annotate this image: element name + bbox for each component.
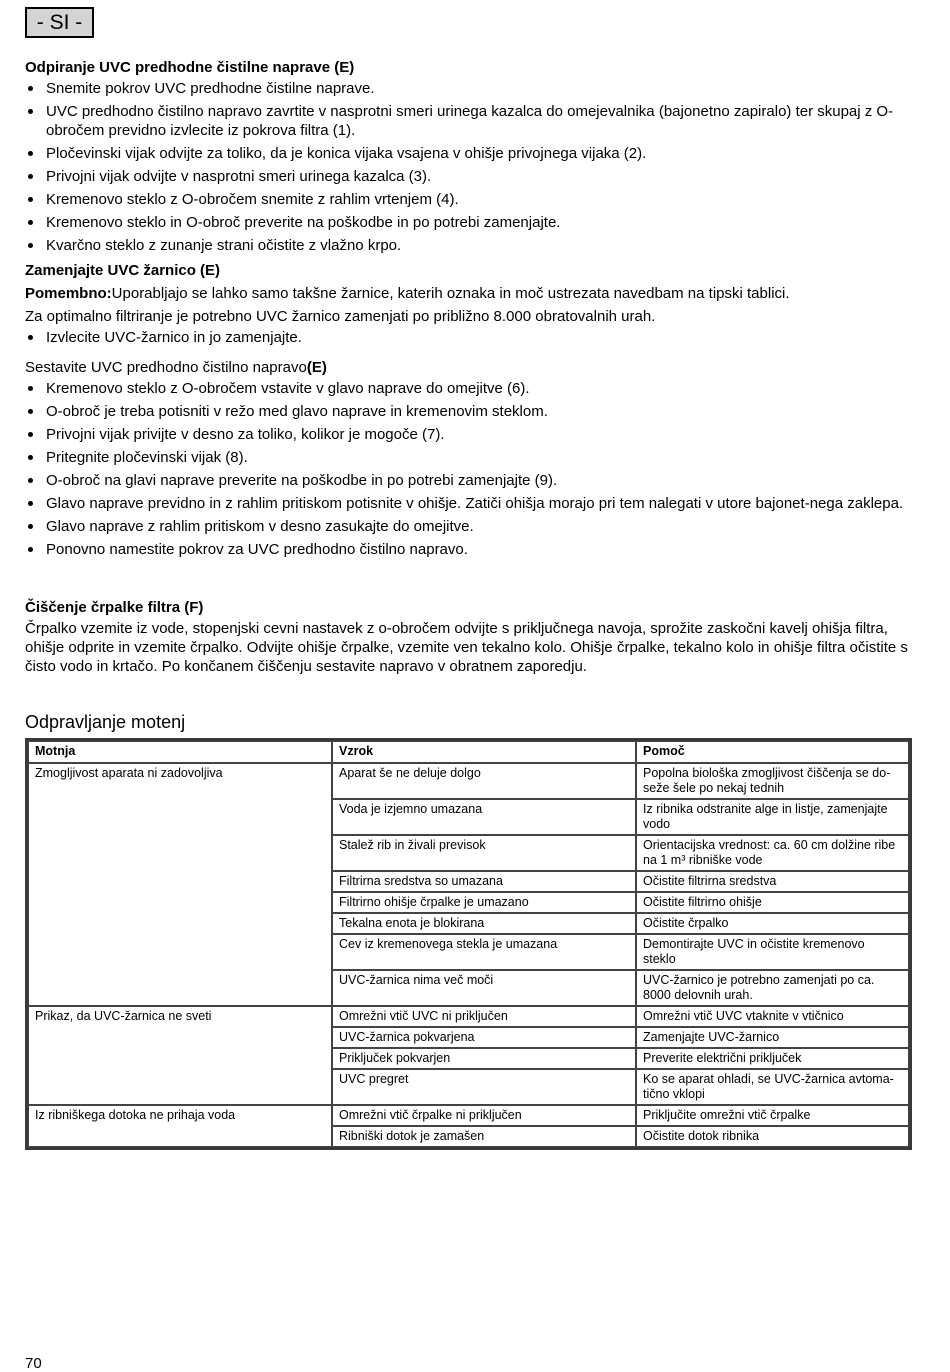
cause-cell: Filtrirno ohišje črpalke je umazano: [332, 892, 636, 913]
list-item: Snemite pokrov UVC predhodne čistilne naprave.: [25, 79, 913, 98]
replace-interval-note: Za optimalno filtriranje je potrebno UVC žarnico zamenjati po približno 8.000 obratovalnih urah.: [25, 308, 656, 325]
list-item: Glavo naprave previdno in z rahlim pritiskom potisnite v ohišje. Zatiči ohišja morajo pri tem nalegati v utore bajonet-nega zaklepa.: [25, 494, 913, 513]
page-number: 70: [25, 1355, 42, 1372]
table-row: [28, 763, 909, 799]
section-title-bold: (E): [306, 359, 327, 376]
remedy-cell: Demontirajte UVC in očistite kremenovo steklo: [636, 934, 909, 970]
list-item: O-obroč je treba potisniti v režo med glavo naprave in kremenovim steklom.: [25, 402, 913, 421]
cause-cell: UVC pregret: [332, 1069, 636, 1105]
language-tag: - SI -: [25, 7, 94, 38]
cause-cell: Omrežni vtič UVC ni priključen: [332, 1006, 636, 1027]
manual-content: [25, 56, 913, 1150]
cause-cell: Tekalna enota je blokirana: [332, 913, 636, 934]
remedy-cell: Popolna biološka zmogljivost čiščenja se do-seže šele po nekaj tednih: [636, 763, 909, 799]
remedy-cell: Iz ribnika odstranite alge in listje, zamenjajte vodo: [636, 799, 909, 835]
table-row: [28, 1105, 909, 1126]
list-item: Privojni vijak privijte v desno za toliko, kolikor je mogoče (7).: [25, 425, 913, 444]
list-item: Pločevinski vijak odvijte za toliko, da je konica vijaka vsajena v ohišje privojnega vijaka (2).: [25, 144, 913, 163]
cause-cell: Omrežni vtič črpalke ni priključen: [332, 1105, 636, 1126]
remedy-cell: Očistite črpalko: [636, 913, 909, 934]
important-label: Pomembno:: [25, 285, 112, 302]
remedy-cell: Preverite električni priključek: [636, 1048, 909, 1069]
list-item: Glavo naprave z rahlim pritiskom v desno zasukajte do omejitve.: [25, 517, 913, 536]
cause-cell: Ribniški dotok je zamašen: [332, 1126, 636, 1147]
cause-cell: UVC-žarnica pokvarjena: [332, 1027, 636, 1048]
list-item: Kremenovo steklo z O-obročem vstavite v glavo naprave do omejitve (6).: [25, 379, 913, 398]
troubleshooting-table-body: [28, 763, 909, 1147]
remedy-cell: Zamenjajte UVC-žarnico: [636, 1027, 909, 1048]
table-row: [28, 1006, 909, 1027]
list-item: Kremenovo steklo z O-obročem snemite z rahlim vrtenjem (4).: [25, 190, 913, 209]
section-title: Čiščenje črpalke filtra (F): [25, 599, 204, 616]
section-pump-cleaning: [25, 596, 913, 676]
troubleshooting-title: Odpravljanje motenj: [25, 712, 186, 732]
list-item: O-obroč na glavi naprave preverite na poškodbe in po potrebi zamenjajte (9).: [25, 471, 913, 490]
section-title: Odpiranje UVC predhodne čistilne naprave (E): [25, 59, 355, 76]
section-replace-uvc: [25, 259, 913, 347]
fault-cell: Iz ribniškega dotoka ne prihaja voda: [28, 1105, 332, 1147]
section-title-normal: Sestavite UVC predhodno čistilno napravo: [25, 359, 307, 376]
cause-cell: Filtrirna sredstva so umazana: [332, 871, 636, 892]
pump-cleaning-text: Črpalko vzemite iz vode, stopenjski cevni nastavek z o-obročem odvijte s priključnega navoja, sprožite zaskočni kavelj ohišja filtra, ohišje odprite in vzemite črpalko. Odvijte ohišje črpalke, vzemite ven tekalno kolo. Ohišje črpalke, tekalno kolo in ohišje filtra očistite s čisto vodo in krtačo. Po končanem čiščenju sestavite napravo v obratnem zaporedju.: [25, 620, 908, 675]
column-header-cause: Vzrok: [332, 741, 636, 763]
list-item: Kremenovo steklo in O-obroč preverite na poškodbe in po potrebi zamenjajte.: [25, 213, 913, 232]
cause-cell: Stalež rib in živali previsok: [332, 835, 636, 871]
instruction-list: [25, 79, 913, 255]
list-item: Izvlecite UVC-žarnico in jo zamenjajte.: [25, 328, 913, 347]
section-open-uvc: [25, 56, 913, 255]
cause-cell: UVC-žarnica nima več moči: [332, 970, 636, 1006]
list-item: Privojni vijak odvijte v nasprotni smeri urinega kazalca (3).: [25, 167, 913, 186]
section-title: [25, 356, 913, 379]
fault-cell: Zmogljivost aparata ni zadovoljiva: [28, 763, 332, 1006]
section-assemble-uvc: [25, 356, 913, 559]
list-item: UVC predhodno čistilno napravo zavrtite v nasprotni smeri urinega kazalca do omejevalnika (bajonetno zapiralo) ter skupaj z O-obročem previdno izvlecite iz pokrova filtra (1).: [25, 102, 913, 140]
remedy-cell: Orientacijska vrednost: ca. 60 cm dolžine ribe na 1 m³ ribniške vode: [636, 835, 909, 871]
cause-cell: Priključek pokvarjen: [332, 1048, 636, 1069]
remedy-cell: Ko se aparat ohladi, se UVC-žarnica avtoma-tično vklopi: [636, 1069, 909, 1105]
troubleshooting-table: [25, 738, 912, 1150]
table-header-row: [28, 741, 909, 763]
list-item: Kvarčno steklo z zunanje strani očistite z vlažno krpo.: [25, 236, 913, 255]
cause-cell: Voda je izjemno umazana: [332, 799, 636, 835]
remedy-cell: Očistite filtrirno ohišje: [636, 892, 909, 913]
remedy-cell: Očistite dotok ribnika: [636, 1126, 909, 1147]
column-header-fault: Motnja: [28, 741, 332, 763]
important-text: Uporabljajo se lahko samo takšne žarnice, katerih oznaka in moč ustrezata navedbam na tipski tablici.: [111, 285, 790, 302]
list-item: Ponovno namestite pokrov za UVC predhodno čistilno napravo.: [25, 540, 913, 559]
remedy-cell: Omrežni vtič UVC vtaknite v vtičnico: [636, 1006, 909, 1027]
remedy-cell: Priključite omrežni vtič črpalke: [636, 1105, 909, 1126]
remedy-cell: UVC-žarnico je potrebno zamenjati po ca. 8000 delovnih urah.: [636, 970, 909, 1006]
cause-cell: Cev iz kremenovega stekla je umazana: [332, 934, 636, 970]
instruction-list: [25, 328, 913, 347]
list-item: Pritegnite pločevinski vijak (8).: [25, 448, 913, 467]
section-title: Zamenjajte UVC žarnico (E): [25, 262, 221, 279]
cause-cell: Aparat še ne deluje dolgo: [332, 763, 636, 799]
column-header-remedy: Pomoč: [636, 741, 909, 763]
instruction-list: [25, 379, 913, 559]
remedy-cell: Očistite filtrirna sredstva: [636, 871, 909, 892]
fault-cell: Prikaz, da UVC-žarnica ne sveti: [28, 1006, 332, 1105]
important-note: [25, 282, 913, 305]
